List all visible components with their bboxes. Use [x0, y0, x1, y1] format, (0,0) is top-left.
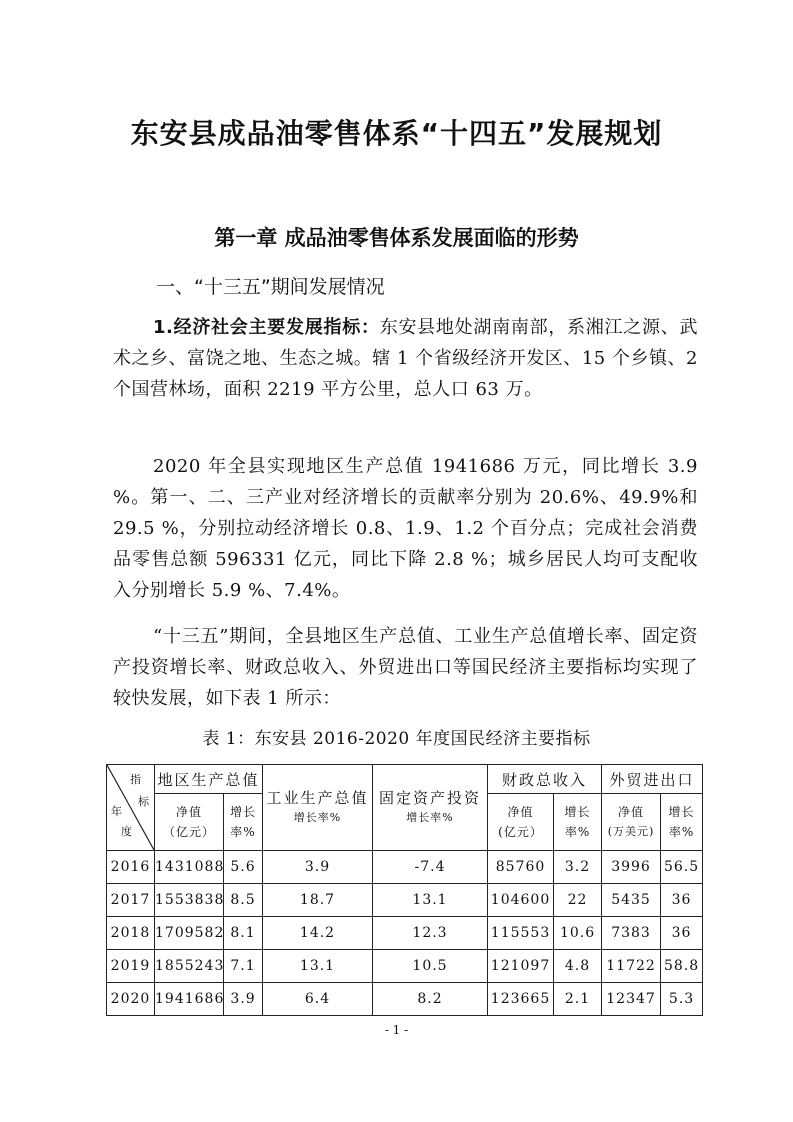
cell-year: 2017	[107, 884, 155, 917]
table-row	[107, 983, 703, 1016]
table-caption: 表 1：东安县 2016-2020 年度国民经济主要指标	[202, 729, 591, 749]
paragraph-body: “十三五”期间，全县地区生产总值、工业生产总值增长率、固定资产投资增长率、财政总收入、外贸进出口等国民经济主要指标均实现了较快发展，如下表 1 所示：	[113, 626, 698, 709]
cell-industry-growth: 6.4	[263, 983, 373, 1016]
cell-industry-growth: 3.9	[263, 851, 373, 884]
subheader-label: 增长	[564, 805, 591, 819]
cell-investment-growth: 8.2	[373, 983, 488, 1016]
paragraph-economic-indicators	[113, 312, 698, 405]
table-corner-cell	[107, 765, 155, 851]
cell-investment-growth: 12.3	[373, 917, 488, 950]
table-row	[107, 884, 703, 917]
cell-year: 2018	[107, 917, 155, 950]
page-number: - 1 -	[384, 1023, 409, 1037]
table-row	[107, 917, 703, 950]
cell-trade-growth: 58.8	[661, 950, 703, 983]
header-investment-title: 固定资产投资	[379, 788, 482, 807]
cell-year: 2019	[107, 950, 155, 983]
cell-fiscal: 121097	[488, 950, 554, 983]
cell-trade: 3996	[602, 851, 661, 884]
header-gdp-value	[155, 794, 224, 851]
cell-trade-growth: 36	[661, 884, 703, 917]
header-gdp-growth	[224, 794, 263, 851]
section-title: 一、“十三五”期间发展情况	[156, 276, 385, 298]
cell-fiscal: 85760	[488, 851, 554, 884]
paragraph-gdp-2020	[113, 451, 698, 606]
paragraph-13th-five-year	[113, 621, 698, 714]
cell-industry-growth: 14.2	[263, 917, 373, 950]
cell-fiscal-growth: 3.2	[554, 851, 602, 884]
paragraph-body: 东安县地处湖南南部，系湘江之源、武术之乡、富饶之地、生态之城。辖 1 个省级经济开发区、15 个乡镇、2 个国营林场，面积 2219 平方公里，总人口 63 万。	[113, 317, 698, 400]
table-row	[107, 851, 703, 884]
subheader-label: 增长	[668, 805, 695, 819]
subheader-label: 净值	[175, 805, 202, 819]
header-trade-growth	[661, 794, 703, 851]
cell-fiscal-growth: 10.6	[554, 917, 602, 950]
cell-investment-growth: 10.5	[373, 950, 488, 983]
cell-fiscal-growth: 22	[554, 884, 602, 917]
subheader-label: 增长	[230, 805, 257, 819]
cell-investment-growth: 13.1	[373, 884, 488, 917]
cell-trade-growth: 36	[661, 917, 703, 950]
cell-gdp: 1941686	[155, 983, 224, 1016]
cell-gdp-growth: 3.9	[224, 983, 263, 1016]
document-title: 东安县成品油零售体系“十四五”发展规划	[130, 117, 663, 150]
header-investment-sub: 增长率%	[406, 810, 454, 824]
cell-fiscal-growth: 2.1	[554, 983, 602, 1016]
subheader-unit: 率%	[230, 825, 256, 839]
header-industry-sub: 增长率%	[293, 810, 342, 824]
subheader-unit: 率%	[564, 825, 591, 839]
subheader-label: 净值	[507, 805, 534, 819]
header-industry-title: 工业生产总值	[266, 788, 369, 807]
cell-year: 2016	[107, 851, 155, 884]
cell-trade-growth: 56.5	[661, 851, 703, 884]
paragraph-lead: 1.经济社会主要发展指标：	[153, 317, 380, 338]
economic-indicators-table	[106, 764, 703, 1016]
cell-gdp-growth: 7.1	[224, 950, 263, 983]
cell-trade-growth: 5.3	[661, 983, 703, 1016]
cell-gdp: 1709582	[155, 917, 224, 950]
cell-industry-growth: 13.1	[263, 950, 373, 983]
header-fiscal-growth	[554, 794, 602, 851]
cell-fiscal: 123665	[488, 983, 554, 1016]
cell-gdp: 1855243	[155, 950, 224, 983]
cell-fiscal: 104600	[488, 884, 554, 917]
subheader-unit: (万美元)	[607, 825, 655, 838]
header-industry	[263, 765, 373, 851]
cell-trade: 11722	[602, 950, 661, 983]
corner-label: 年	[111, 805, 123, 818]
cell-year: 2020	[107, 983, 155, 1016]
header-trade-value	[602, 794, 661, 851]
chapter-title: 第一章 成品油零售体系发展面临的形势	[214, 226, 579, 250]
header-trade: 外贸进出口	[602, 765, 703, 794]
cell-gdp: 1553838	[155, 884, 224, 917]
cell-trade: 5435	[602, 884, 661, 917]
cell-trade: 12347	[602, 983, 661, 1016]
corner-label: 标	[138, 795, 150, 808]
table-row	[107, 950, 703, 983]
subheader-unit: (亿元）	[498, 825, 543, 839]
cell-investment-growth: -7.4	[373, 851, 488, 884]
cell-industry-growth: 18.7	[263, 884, 373, 917]
cell-fiscal-growth: 4.8	[554, 950, 602, 983]
corner-label: 度	[121, 825, 133, 838]
subheader-label: 净值	[618, 805, 645, 819]
corner-label: 指	[130, 773, 142, 786]
cell-gdp-growth: 8.5	[224, 884, 263, 917]
header-fiscal-value	[488, 794, 554, 851]
header-gdp: 地区生产总值	[155, 765, 263, 794]
header-fiscal: 财政总收入	[488, 765, 602, 794]
header-investment	[373, 765, 488, 851]
cell-gdp: 1431088	[155, 851, 224, 884]
cell-fiscal: 115553	[488, 917, 554, 950]
subheader-unit: （亿元）	[162, 825, 215, 839]
cell-gdp-growth: 8.1	[224, 917, 263, 950]
subheader-unit: 率%	[668, 825, 695, 839]
paragraph-body: 2020 年全县实现地区生产总值 1941686 万元，同比增长 3.9 %。第一、二、三产业对经济增长的贡献率分别为 20.6%、49.9%和 29.5 %，分别拉动经济增长 0.8、1.9、1.2 个百分点；完成社会消费品零售总额 596331 亿元，同比下降 2.8 %；城乡居民人均可支配收入分别增长 5.9 %、7.4%。	[113, 456, 698, 601]
cell-gdp-growth: 5.6	[224, 851, 263, 884]
cell-trade: 7383	[602, 917, 661, 950]
table-header-row-1	[107, 765, 703, 794]
